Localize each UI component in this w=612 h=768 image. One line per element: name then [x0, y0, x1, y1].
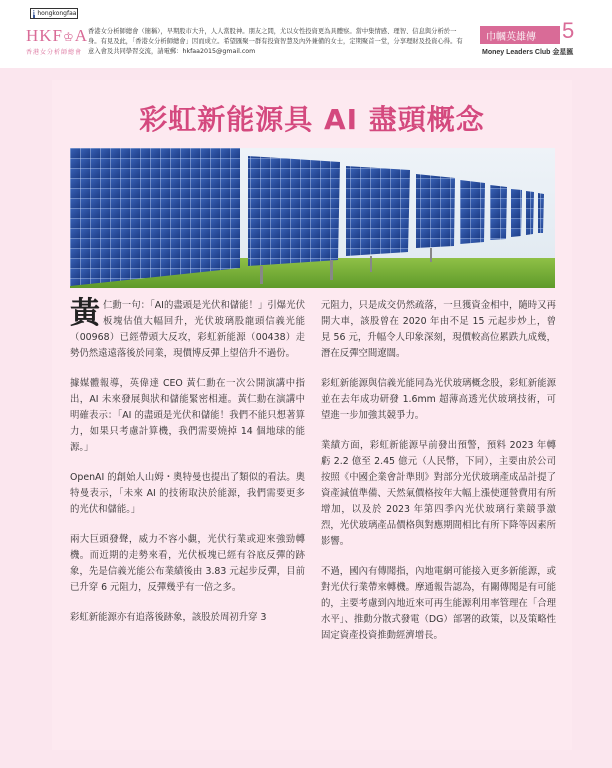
page-number: 5 [562, 18, 575, 43]
solar-panel-photo [70, 148, 555, 288]
paragraph-text: 仁勳一句：「AI的盡頭是光伏和儲能！」引爆光伏板塊估值大幅回升，光伏玻璃股龍頭信義光能（00968）已經帶頭大反攻，彩虹新能源（00438）走勢仍然遠遠落後於同業，現價博反彈上望倍升不過份。 [70, 300, 305, 359]
article-paragraph: 兩大巨頭發聲，威力不容小覷，光伏行業或迎來強勁轉機。而近期的走勢來看，光伏板塊已經有谷底反彈的跡象，先是信義光能公布業績後由 3.83 元起步反彈，目前已升穿 6 元阻力，反彈幾乎有一倍之多。 [70, 534, 305, 593]
article-paragraph: 業績方面，彩虹新能源早前發出預警，預料 2023 年轉虧 2.2 億至 2.45 億元（人民幣，下同），主要由於公司按照《中國企業會計準則》對部分光伏玻璃產成品計提了資產減值準備、天然氣價格按年大幅上漲使運營費用有所增加，以及於 2023 年第四季內光伏玻璃行業競爭激烈，光伏玻璃產品價格與對應期間相比有所下降等因素所影響。 [321, 440, 556, 547]
club-name: Money Leaders Club 金星匯 [482, 49, 574, 56]
article-paragraph: 彩虹新能源亦有追落後跡象，該股於周初升穿 3 [70, 612, 267, 623]
article-paragraph: OpenAI 的創始人山姆・奧特曼也提出了類似的看法。奧特曼表示，「未來 AI 的技術取決於能源，我們需要更多的光伏和儲能。」 [70, 472, 305, 515]
logo-text: HKF [26, 26, 64, 45]
facebook-icon: f [33, 10, 36, 17]
logo-subtitle: 香港女分析師總會 [26, 49, 83, 56]
article-paragraph: 元阻力，只是成交仍然疏落，一旦獲資金相中，隨時又再開大車，該股曾在 2020 年由不足 15 元起步炒上，曾見 56 元，升幅令人印象深刻，現價較高位累跌九成幾，潛在反彈空間遼闊。 [321, 300, 556, 359]
article-paragraph: 據媒體報導，英偉達 CEO 黃仁勳在一次公開演講中指出，AI 未來發展與狀和儲能緊密相連。黃仁勳在演講中明確表示：「AI 的盡頭是光伏和儲能！我們不能只想著算力，如果只考慮計算機，我們需要燒掉 14 個地球的能源。」 [70, 378, 305, 453]
logo-tail: A [74, 26, 89, 45]
hkfaa-logo [26, 26, 88, 46]
article-title: 彩虹新能源具 AI 盡頭概念 [139, 103, 485, 136]
article-dropcap: 黃 [70, 296, 100, 331]
article-column-right [321, 298, 556, 658]
article-paragraph: 不過，國內有傳聞指，內地電網可能接入更多新能源，或對光伏行業帶來轉機。摩通報告認為，有關傳聞是有可能的，主要考慮到內地近來可再生能源利用率管理在「合理水平」、推動分散式發電（DG）部署的政策，以及策略性固定資產投資推動經濟增長。 [321, 566, 556, 641]
facebook-handle-box[interactable] [30, 8, 78, 19]
solar-panel-field-image [70, 148, 555, 288]
article-column-left [70, 298, 305, 640]
association-intro: 香港女分析師總會（簡稱），早期股市大升，人人當股神。朋友之間，尤以女性投資更為具體察。當中集情感、理智、信息與分析於一身。有見及此，「香港女分析師總會」因而成立。希望匯聚一群有投資智慧及內外兼備的女士，定期聚首一堂，分享理財及投資心得。有意入會及共同學習交流，請電郵：hkfaa2015@gmail.com [88, 28, 463, 55]
article-paragraph [70, 298, 305, 362]
crown-icon: ♔ [63, 30, 75, 44]
article-paragraph: 彩虹新能源與信義光能同為光伏玻璃概念股，彩虹新能源並在去年成功研發 1.6mm 超薄高透光伏玻璃技術，可望進一步加強其競爭力。 [321, 378, 556, 421]
facebook-handle: hongkongfaa [37, 9, 77, 17]
page-header [0, 0, 612, 68]
column-tag: 巾幗英雄傳 [480, 26, 575, 44]
